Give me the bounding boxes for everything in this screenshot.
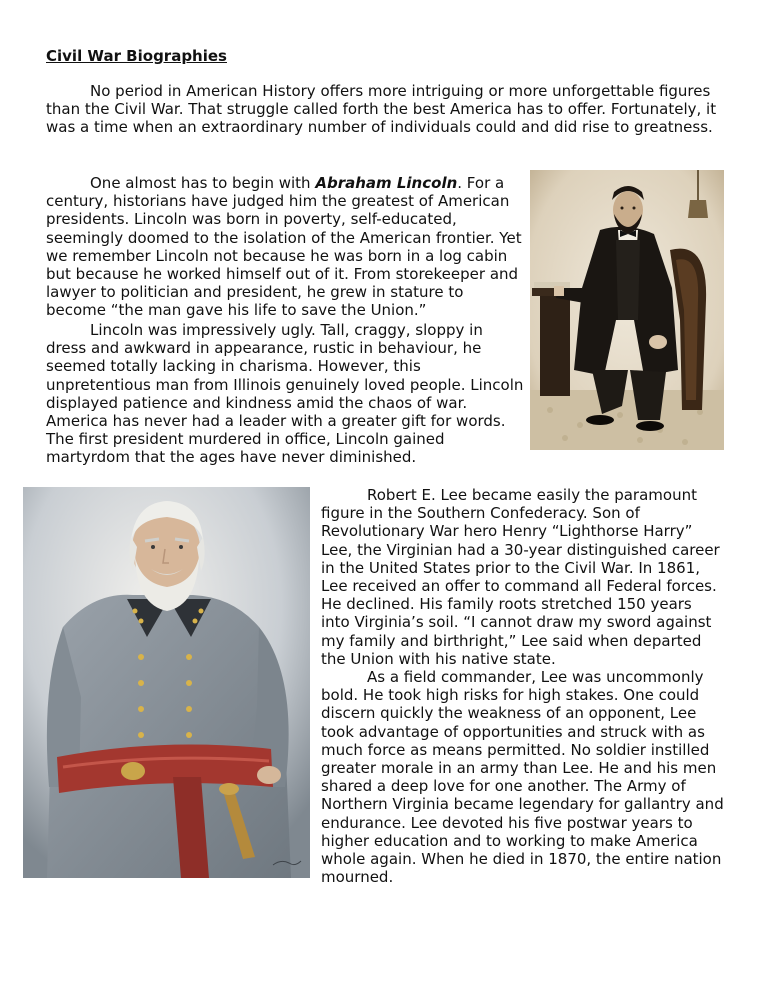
page-title: Civil War Biographies: [46, 47, 227, 65]
lee-portrait-art: [23, 487, 310, 878]
lee-portrait: [23, 487, 310, 878]
lee-paragraph-2: As a field commander, Lee was uncommonly bold. He took high risks for high stakes. One could discern quickly the weakness of an opponent, Lee took advantage of opportunities and struck with as much force as means permitted. No soldier instilled greater morale in an army than Lee. He and his men shared a deep love for one another. The Army of Northern Virginia became legendary for gallantry and endurance. Lee devoted his five postwar years to higher education and to working to make America whole again. When he died in 1870, the entire nation mourned.: [321, 668, 724, 887]
lincoln-rest-text: . For a century, historians have judged him the greatest of American presidents. Lincoln was born in poverty, self-educated, seemingly doomed to the isolation of the American frontier. Yet we remember Lincoln not because he was born in a log cabin but because he worked himself out of it. From storekeeper and lawyer to politician and president, he grew in stature to become “the man gave his life to save the Union.”: [46, 174, 522, 320]
intro-paragraph: No period in American History offers more intriguing or more unforgettable figures than the Civil War. That struggle called forth the best America has to offer. Fortunately, it was a time when an extraordinary number of individuals could and did rise to greatness.: [46, 82, 717, 137]
lincoln-paragraph-1: [46, 174, 524, 320]
lincoln-paragraph-2: Lincoln was impressively ugly. Tall, craggy, sloppy in dress and awkward in appearance, rustic in behaviour, he seemed totally lacking in charisma. However, this unpretentious man from Illinois genuinely loved people. Lincoln displayed patience and kindness amid the chaos of war. America has never had a leader with a greater gift for words. The first president murdered in office, Lincoln gained martyrdom that the ages have never diminished.: [46, 321, 524, 467]
lincoln-lead-text: One almost has to begin with: [90, 174, 316, 192]
lee-paragraph-1: Robert E. Lee became easily the paramount figure in the Southern Confederacy. Son of Revolutionary War hero Henry “Lighthorse Harry” Lee, the Virginian had a 30-year distinguished career in the United States prior to the Civil War. In 1861, Lee received an offer to command all Federal forces. He declined. His family roots stretched 150 years into Virginia’s soil. “I cannot draw my sword against my family and birthright,” Lee said when departed the Union with his native state.: [321, 486, 720, 668]
lincoln-name: Abraham Lincoln: [315, 174, 458, 192]
lincoln-photo-art: [530, 170, 724, 450]
lincoln-photograph: [530, 170, 724, 450]
